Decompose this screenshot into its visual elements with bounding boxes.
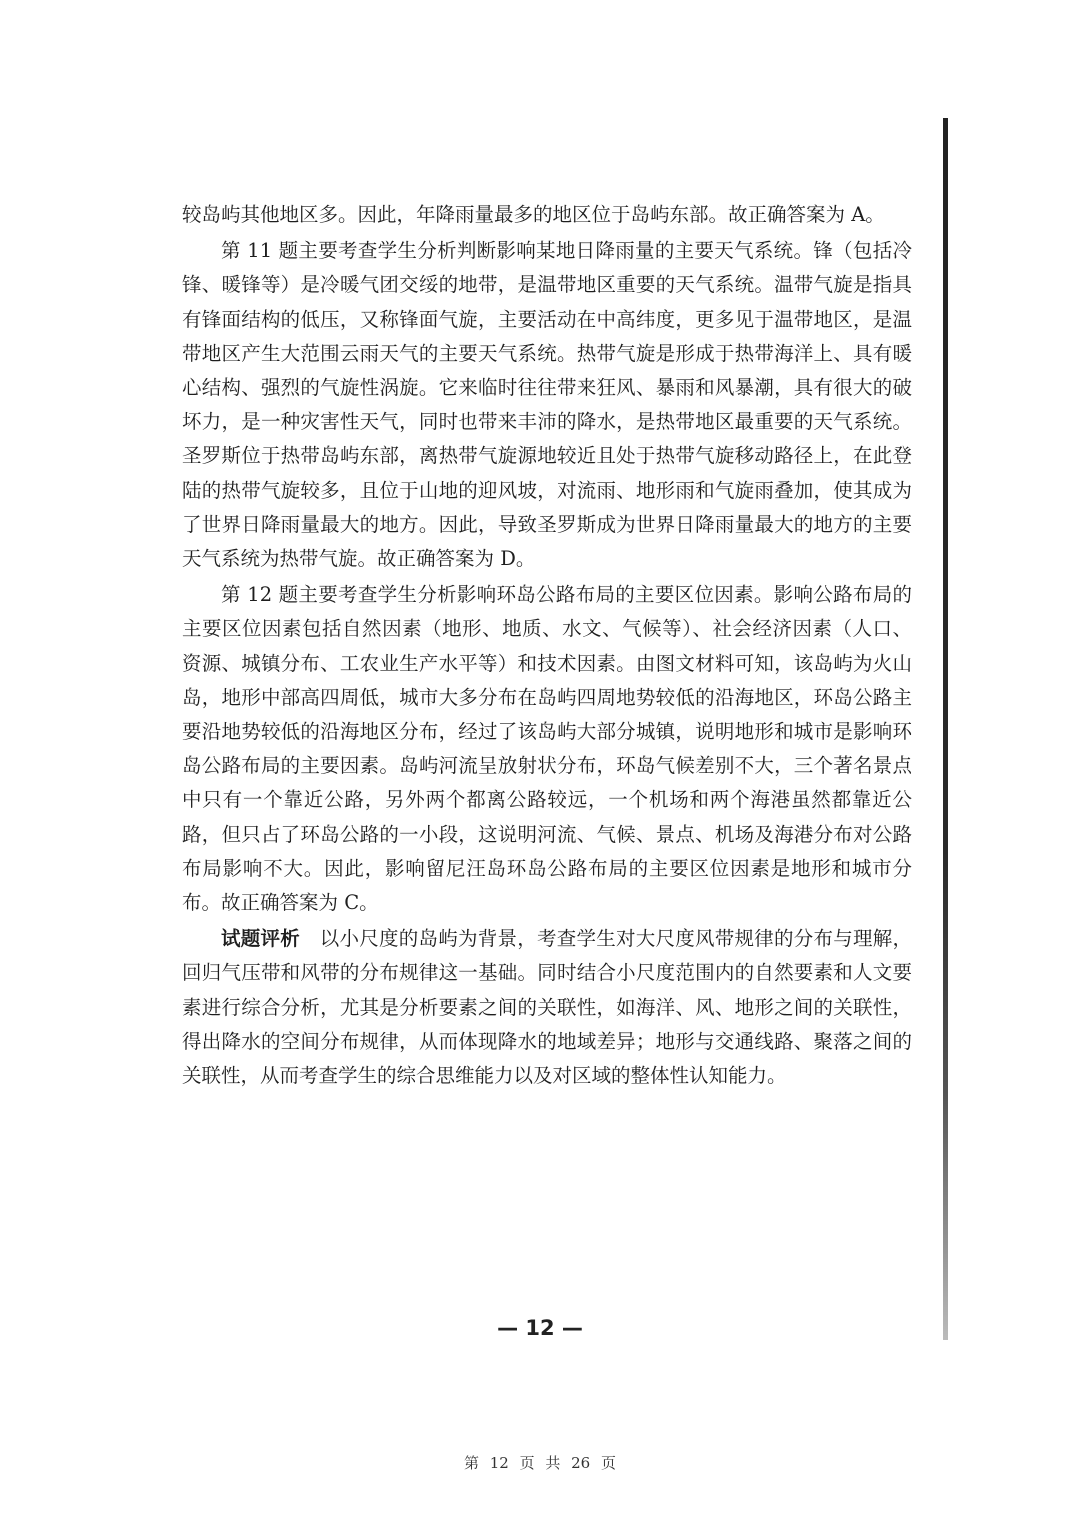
binding-edge-line bbox=[943, 118, 948, 1340]
body-text bbox=[182, 198, 912, 1093]
evaluation-heading: 试题评析 bbox=[221, 927, 300, 951]
page-footer: 第 12 页 共 26 页 bbox=[463, 1454, 616, 1472]
paragraph-question-11: 第 11 题主要考查学生分析判断影响某地日降雨量的主要天气系统。锋（包括冷锋、暖锋等）是冷暖气团交绥的地带，是温带地区重要的天气系统。温带气旋是指具有锋面结构的低压，又称锋面气旋，主要活动在中高纬度，更多见于温带地区，是温带地区产生大范围云雨天气的主要天气系统。热带气旋是形成于热带海洋上、具有暖心结构、强烈的气旋性涡旋。它来临时往往带来狂风、暴雨和风暴潮，具有很大的破坏力，是一种灾害性天气，同时也带来丰沛的降水，是热带地区最重要的天气系统。圣罗斯位于热带岛屿东部，离热带气旋源地较近且处于热带气旋移动路径上，在此登陆的热带气旋较多，且位于山地的迎风坡，对流雨、地形雨和气旋雨叠加，使其成为了世界日降雨量最大的地方。因此，导致圣罗斯成为世界日降雨量最大的地方的主要天气系统为热带气旋。故正确答案为 D。 bbox=[182, 239, 912, 571]
paragraph-question-12: 第 12 题主要考查学生分析影响环岛公路布局的主要区位因素。影响公路布局的主要区位因素包括自然因素（地形、地质、水文、气候等）、社会经济因素（人口、资源、城镇分布、工农业生产水平等）和技术因素。由图文材料可知，该岛屿为火山岛，地形中部高四周低，城市大多分布在岛屿四周地势较低的沿海地区，环岛公路主要沿地势较低的沿海地区分布，经过了该岛屿大部分城镇，说明地形和城市是影响环岛公路布局的主要因素。岛屿河流呈放射状分布，环岛气候差别不大，三个著名景点中只有一个靠近公路，另外两个都离公路较远，一个机场和两个海港虽然都靠近公路，但只占了环岛公路的一小段，这说明河流、气候、景点、机场及海港分布对公路布局影响不大。因此，影响留尼汪岛环岛公路布局的主要区位因素是地形和城市分布。故正确答案为 C。 bbox=[182, 583, 912, 915]
evaluation-text: 以小尺度的岛屿为背景，考查学生对大尺度风带规律的分布与理解，回归气压带和风带的分布规律这一基础。同时结合小尺度范围内的自然要素和人文要素进行综合分析，尤其是分析要素之间的关联性，如海洋、风、地形之间的关联性，得出降水的空间分布规律，从而体现降水的地域差异；地形与交通线路、聚落之间的关联性，从而考查学生的综合思维能力以及对区域的整体性认知能力。 bbox=[182, 927, 912, 1088]
page-number: — 12 — bbox=[497, 1316, 583, 1340]
paragraph-evaluation bbox=[182, 922, 912, 1093]
paragraph-continuation: 较岛屿其他地区多。因此，年降雨量最多的地区位于岛屿东部。故正确答案为 A。 bbox=[182, 203, 885, 226]
